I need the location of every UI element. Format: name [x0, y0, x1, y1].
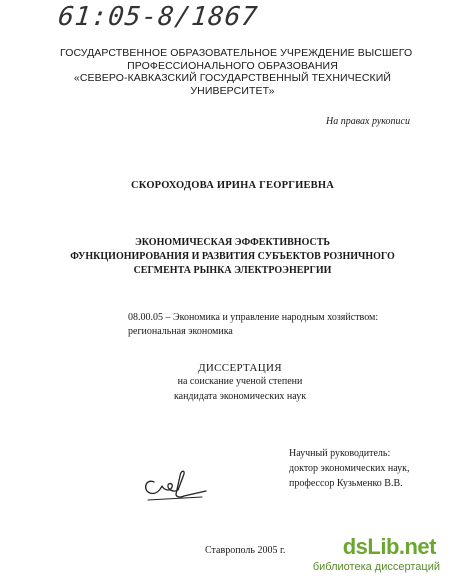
dissertation-title	[50, 236, 415, 278]
signature-icon	[140, 460, 210, 505]
dissertation-heading: ДИССЕРТАЦИЯ	[198, 362, 282, 374]
specialty-code	[128, 311, 418, 339]
institution-line: «СЕВЕРО-КАВКАЗСКИЙ ГОСУДАРСТВЕННЫЙ ТЕХНИЧЕСКИЙ	[73, 72, 392, 84]
specialty-line: 08.00.05 – Экономика и управление народным хозяйством:	[128, 312, 379, 323]
title-line: ЭКОНОМИЧЕСКАЯ ЭФФЕКТИВНОСТЬ	[135, 237, 330, 248]
institution-line: ПРОФЕССИОНАЛЬНОГО ОБРАЗОВАНИЯ	[127, 59, 338, 72]
institution-line: УНИВЕРСИТЕТ»	[190, 84, 275, 97]
specialty-line: региональная экономика	[128, 326, 233, 337]
watermark-brand: dsLib.net	[342, 534, 436, 559]
archive-stamp: 61:05-8/1867	[56, 2, 260, 32]
dissertation-block	[100, 362, 380, 404]
supervisor-line: доктор экономических наук,	[289, 463, 410, 474]
degree-line: на соискание ученой степени	[177, 376, 303, 387]
degree-line: кандидата экономических наук	[173, 391, 307, 402]
watermark	[300, 530, 448, 580]
supervisor-line: профессор Кузьменко В.В.	[289, 478, 403, 489]
title-line: СЕГМЕНТА РЫНКА ЭЛЕКТРОЭНЕРГИИ	[133, 265, 332, 276]
title-line: ФУНКЦИОНИРОВАНИЯ И РАЗВИТИЯ СУБЪЕКТОВ РОЗНИЧНОГО	[70, 251, 395, 262]
author-name: СКОРОХОДОВА ИРИНА ГЕОРГИЕВНА	[130, 180, 335, 191]
institution-header	[60, 47, 413, 97]
watermark-subtitle: библиотека диссертаций	[312, 561, 440, 573]
supervisor-line: Научный руководитель:	[289, 448, 391, 459]
city-year: Ставрополь 2005 г.	[205, 545, 286, 556]
institution-line: ГОСУДАРСТВЕННОЕ ОБРАЗОВАТЕЛЬНОЕ УЧРЕЖДЕНИЕ ВЫСШЕГО	[60, 47, 413, 59]
supervisor-block	[289, 446, 439, 491]
manuscript-rights-note: На правах рукописи	[326, 116, 410, 127]
